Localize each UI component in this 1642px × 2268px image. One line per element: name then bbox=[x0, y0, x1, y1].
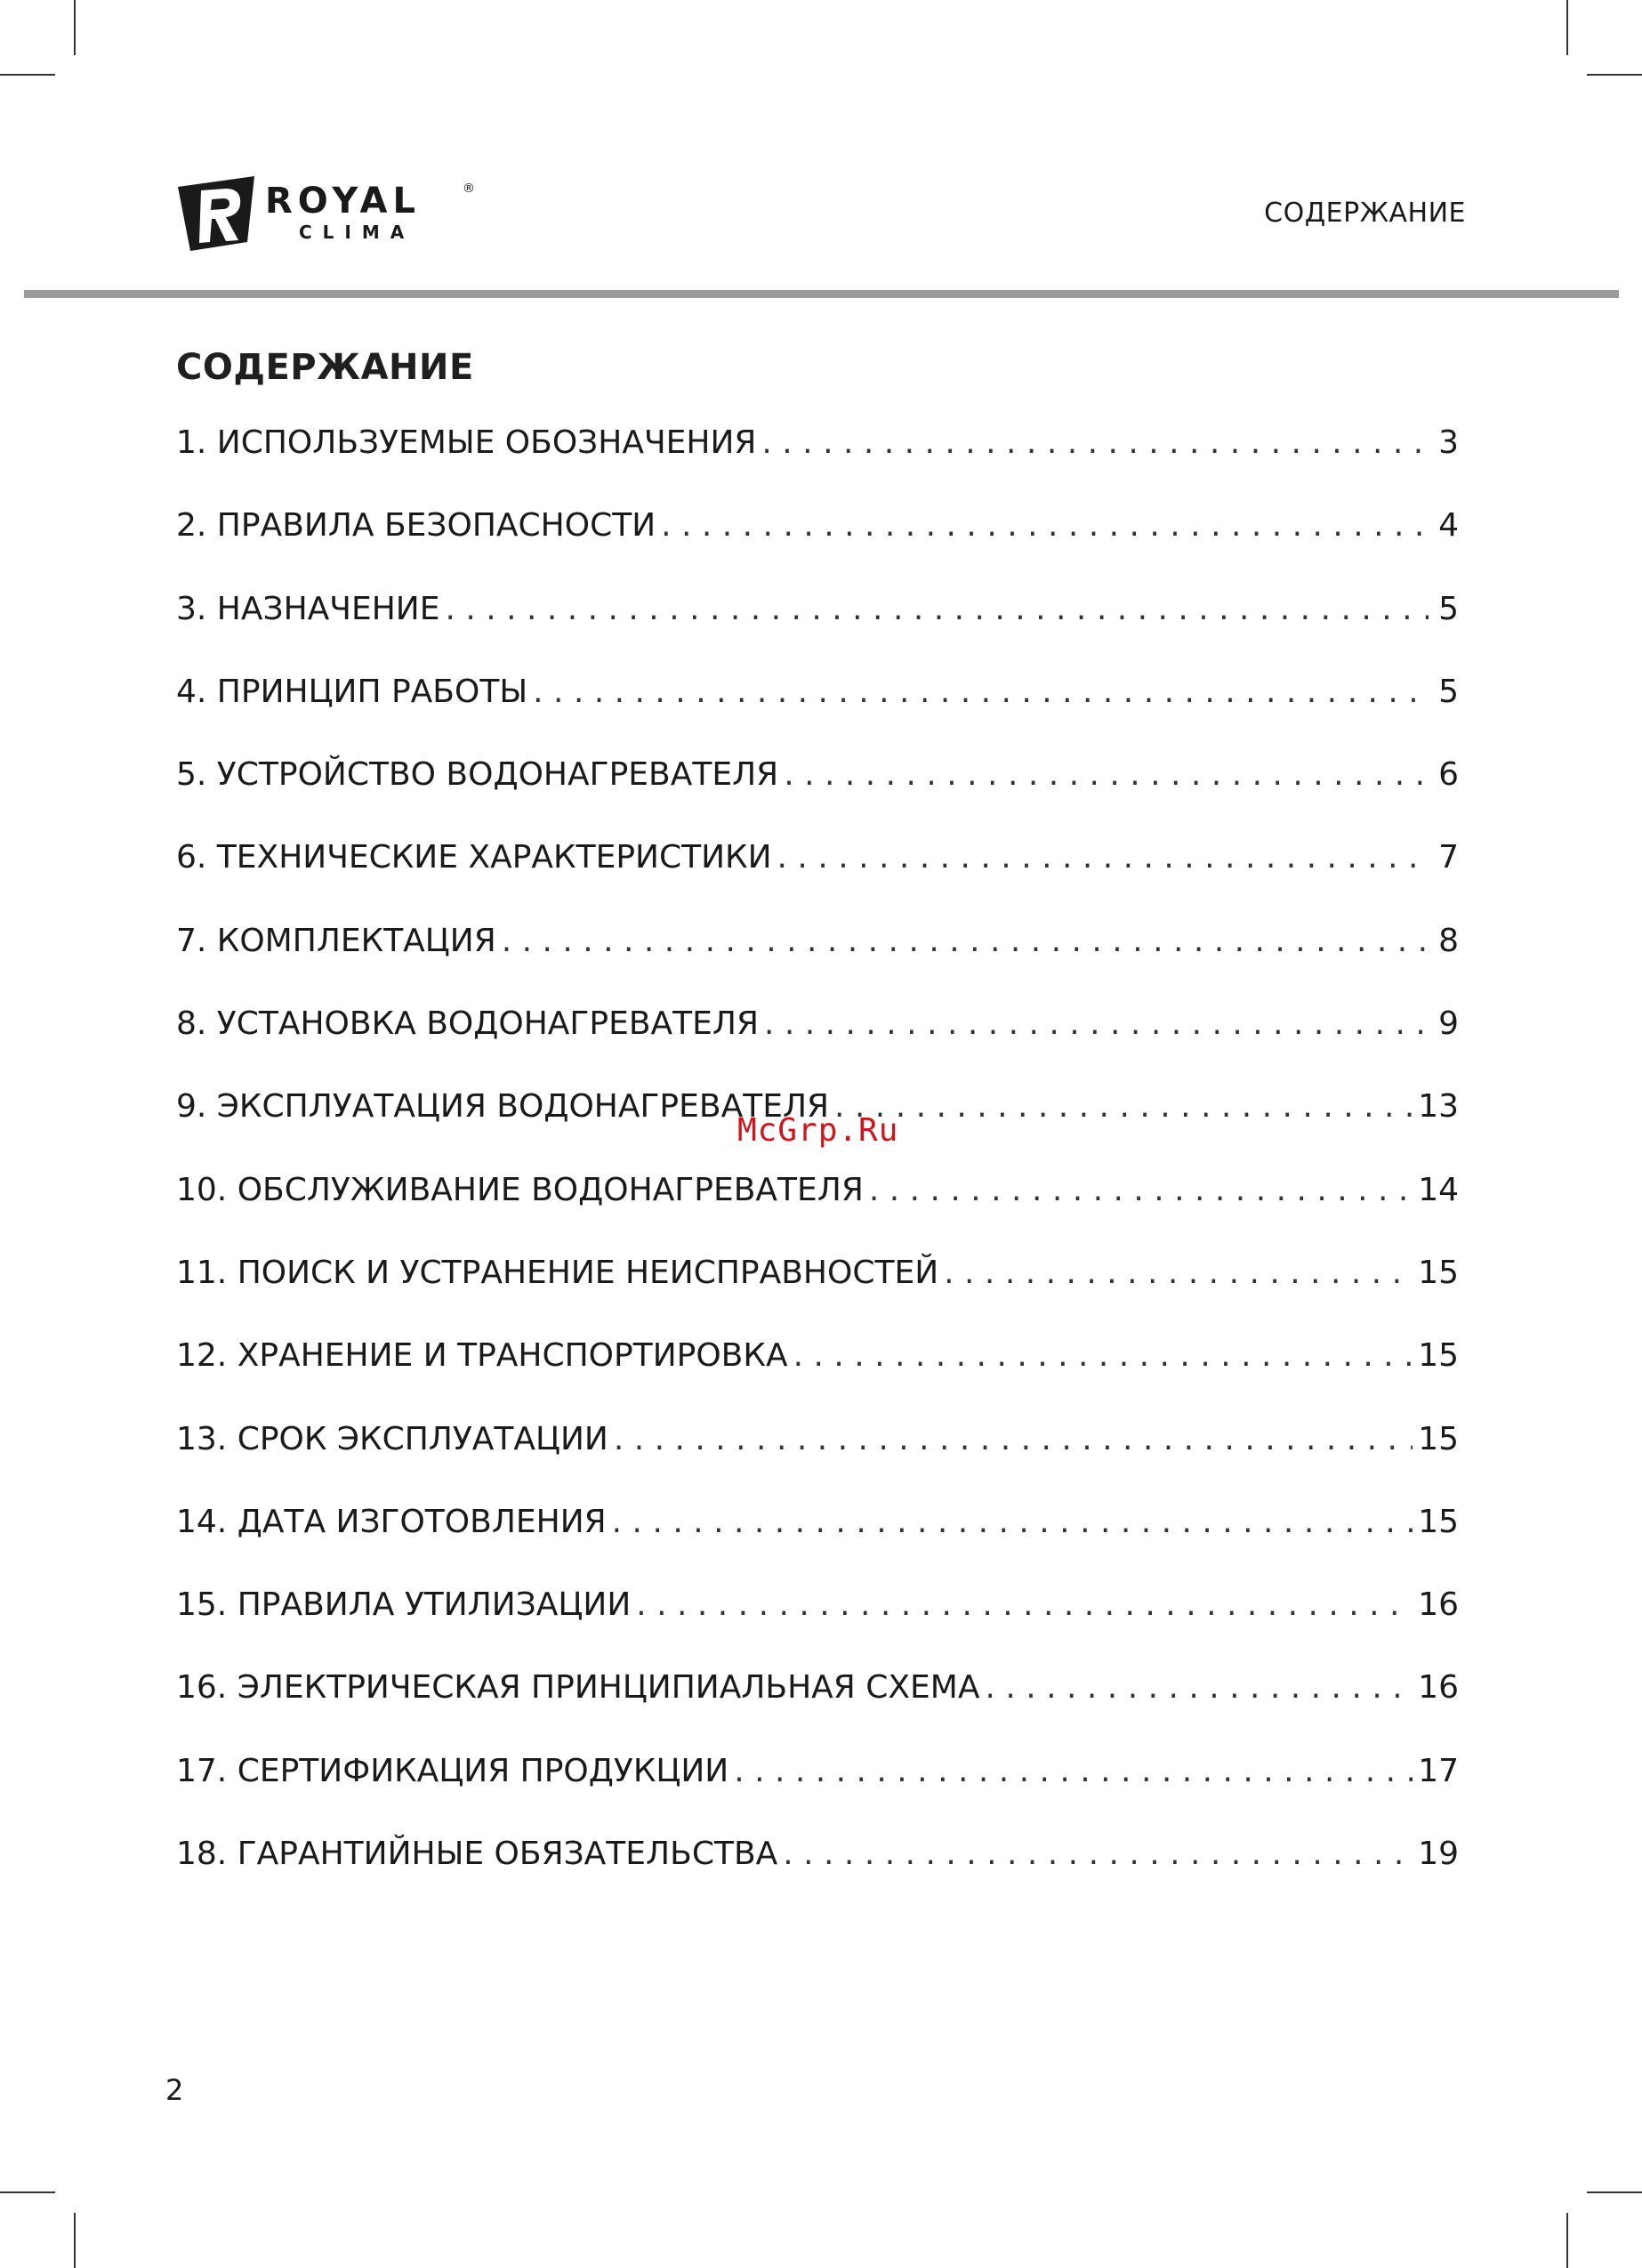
toc-entry-title: 17. СЕРТИФИКАЦИЯ ПРОДУКЦИИ bbox=[176, 1752, 729, 1789]
dot-leader bbox=[445, 579, 1429, 640]
toc-entry-title: 15. ПРАВИЛА УТИЛИЗАЦИИ bbox=[176, 1586, 632, 1624]
toc-entry[interactable] bbox=[176, 1575, 1459, 1658]
header-divider bbox=[24, 290, 1619, 298]
dot-leader bbox=[636, 1575, 1413, 1635]
toc-entry-page: 6 bbox=[1438, 756, 1459, 794]
dot-leader bbox=[764, 994, 1429, 1054]
toc-entry-page: 16 bbox=[1418, 1669, 1459, 1707]
dot-leader bbox=[834, 1077, 1413, 1137]
toc-entry[interactable] bbox=[176, 1326, 1459, 1408]
toc-entry-page: 15 bbox=[1418, 1254, 1459, 1291]
toc-entry-page: 7 bbox=[1438, 839, 1459, 876]
toc-entry-page: 9 bbox=[1438, 1005, 1459, 1043]
toc-entry[interactable] bbox=[176, 413, 1459, 496]
dot-leader bbox=[734, 1741, 1413, 1802]
dot-leader bbox=[761, 413, 1429, 473]
dot-leader bbox=[985, 1658, 1413, 1718]
crop-mark bbox=[74, 2213, 76, 2268]
toc-entry[interactable] bbox=[176, 1160, 1459, 1243]
royal-clima-emblem bbox=[174, 174, 260, 254]
toc-entry-page: 4 bbox=[1438, 507, 1459, 545]
toc-entry-page: 17 bbox=[1418, 1752, 1459, 1789]
crop-mark bbox=[74, 0, 76, 55]
toc-entry-title: 8. УСТАНОВКА ВОДОНАГРЕВАТЕЛЯ bbox=[176, 1005, 759, 1043]
toc-entry-title: 7. КОМПЛЕКТАЦИЯ bbox=[176, 922, 496, 959]
toc-entry-page: 15 bbox=[1418, 1337, 1459, 1375]
toc-entry-page: 8 bbox=[1438, 922, 1459, 959]
crop-mark bbox=[0, 2191, 55, 2193]
toc-entry-title: 10. ОБСЛУЖИВАНИЕ ВОДОНАГРЕВАТЕЛЯ bbox=[176, 1171, 864, 1208]
brand-name: ROYAL bbox=[265, 181, 421, 222]
table-of-contents bbox=[176, 413, 1459, 1907]
toc-entry-title: 11. ПОИСК И УСТРАНЕНИЕ НЕИСПРАВНОСТЕЙ bbox=[176, 1254, 939, 1291]
toc-entry-page: 14 bbox=[1418, 1171, 1459, 1208]
toc-entry-title: 2. ПРАВИЛА БЕЗОПАСНОСТИ bbox=[176, 507, 656, 545]
toc-entry[interactable] bbox=[176, 911, 1459, 994]
brand-logo bbox=[174, 174, 486, 254]
toc-entry-title: 13. СРОК ЭКСПЛУАТАЦИИ bbox=[176, 1420, 608, 1457]
toc-entry-page: 15 bbox=[1418, 1503, 1459, 1540]
dot-leader bbox=[869, 1160, 1413, 1221]
page-title: СОДЕРЖАНИЕ bbox=[176, 347, 474, 388]
dot-leader bbox=[612, 1492, 1413, 1553]
crop-mark bbox=[1566, 2213, 1568, 2268]
dot-leader bbox=[661, 496, 1429, 556]
dot-leader bbox=[784, 745, 1429, 805]
toc-entry-title: 9. ЭКСПЛУАТАЦИЯ ВОДОНАГРЕВАТЕЛЯ bbox=[176, 1088, 830, 1126]
toc-entry[interactable] bbox=[176, 994, 1459, 1077]
toc-entry[interactable] bbox=[176, 1658, 1459, 1740]
toc-entry-page: 16 bbox=[1418, 1586, 1459, 1624]
dot-leader bbox=[783, 1824, 1413, 1885]
toc-entry-page: 13 bbox=[1418, 1088, 1459, 1126]
dot-leader bbox=[793, 1326, 1413, 1386]
toc-entry-title: 16. ЭЛЕКТРИЧЕСКАЯ ПРИНЦИПИАЛЬНАЯ СХЕМА bbox=[176, 1669, 980, 1707]
toc-entry-page: 3 bbox=[1438, 424, 1459, 461]
toc-entry[interactable] bbox=[176, 496, 1459, 578]
page-number: 2 bbox=[165, 2073, 184, 2107]
toc-entry-title: 14. ДАТА ИЗГОТОВЛЕНИЯ bbox=[176, 1503, 607, 1540]
dot-leader bbox=[614, 1409, 1413, 1470]
dot-leader bbox=[502, 911, 1429, 972]
dot-leader bbox=[777, 827, 1429, 888]
toc-entry[interactable] bbox=[176, 1409, 1459, 1492]
toc-entry-title: 12. ХРАНЕНИЕ И ТРАНСПОРТИРОВКА bbox=[176, 1337, 788, 1375]
toc-entry-title: 4. ПРИНЦИП РАБОТЫ bbox=[176, 673, 528, 710]
toc-entry[interactable] bbox=[176, 579, 1459, 662]
crop-mark bbox=[1587, 74, 1642, 76]
toc-entry[interactable] bbox=[176, 1243, 1459, 1326]
section-label: СОДЕРЖАНИЕ bbox=[1264, 198, 1466, 229]
toc-entry-title: 18. ГАРАНТИЙНЫЕ ОБЯЗАТЕЛЬСТВА bbox=[176, 1836, 778, 1873]
toc-entry-title: 3. НАЗНАЧЕНИЕ bbox=[176, 590, 440, 627]
crop-mark bbox=[0, 74, 55, 76]
toc-entry[interactable] bbox=[176, 1741, 1459, 1824]
brand-subname: CLIMA bbox=[299, 222, 415, 243]
dot-leader bbox=[944, 1243, 1413, 1303]
dot-leader bbox=[533, 662, 1429, 722]
toc-entry[interactable] bbox=[176, 662, 1459, 745]
toc-entry-page: 5 bbox=[1438, 590, 1459, 627]
toc-entry[interactable] bbox=[176, 745, 1459, 827]
toc-entry-title: 1. ИСПОЛЬЗУЕМЫЕ ОБОЗНАЧЕНИЯ bbox=[176, 424, 757, 461]
watermark: McGrp.Ru bbox=[737, 1112, 899, 1149]
toc-entry-page: 5 bbox=[1438, 673, 1459, 710]
toc-entry[interactable] bbox=[176, 1824, 1459, 1907]
toc-entry[interactable] bbox=[176, 1492, 1459, 1575]
crop-mark bbox=[1566, 0, 1568, 55]
toc-entry-page: 19 bbox=[1418, 1836, 1459, 1873]
toc-entry[interactable] bbox=[176, 827, 1459, 910]
toc-entry-page: 15 bbox=[1418, 1420, 1459, 1457]
toc-entry-title: 5. УСТРОЙСТВО ВОДОНАГРЕВАТЕЛЯ bbox=[176, 756, 779, 794]
registered-mark: ® bbox=[463, 182, 475, 196]
crop-mark bbox=[1587, 2191, 1642, 2193]
toc-entry-title: 6. ТЕХНИЧЕСКИЕ ХАРАКТЕРИСТИКИ bbox=[176, 839, 772, 876]
